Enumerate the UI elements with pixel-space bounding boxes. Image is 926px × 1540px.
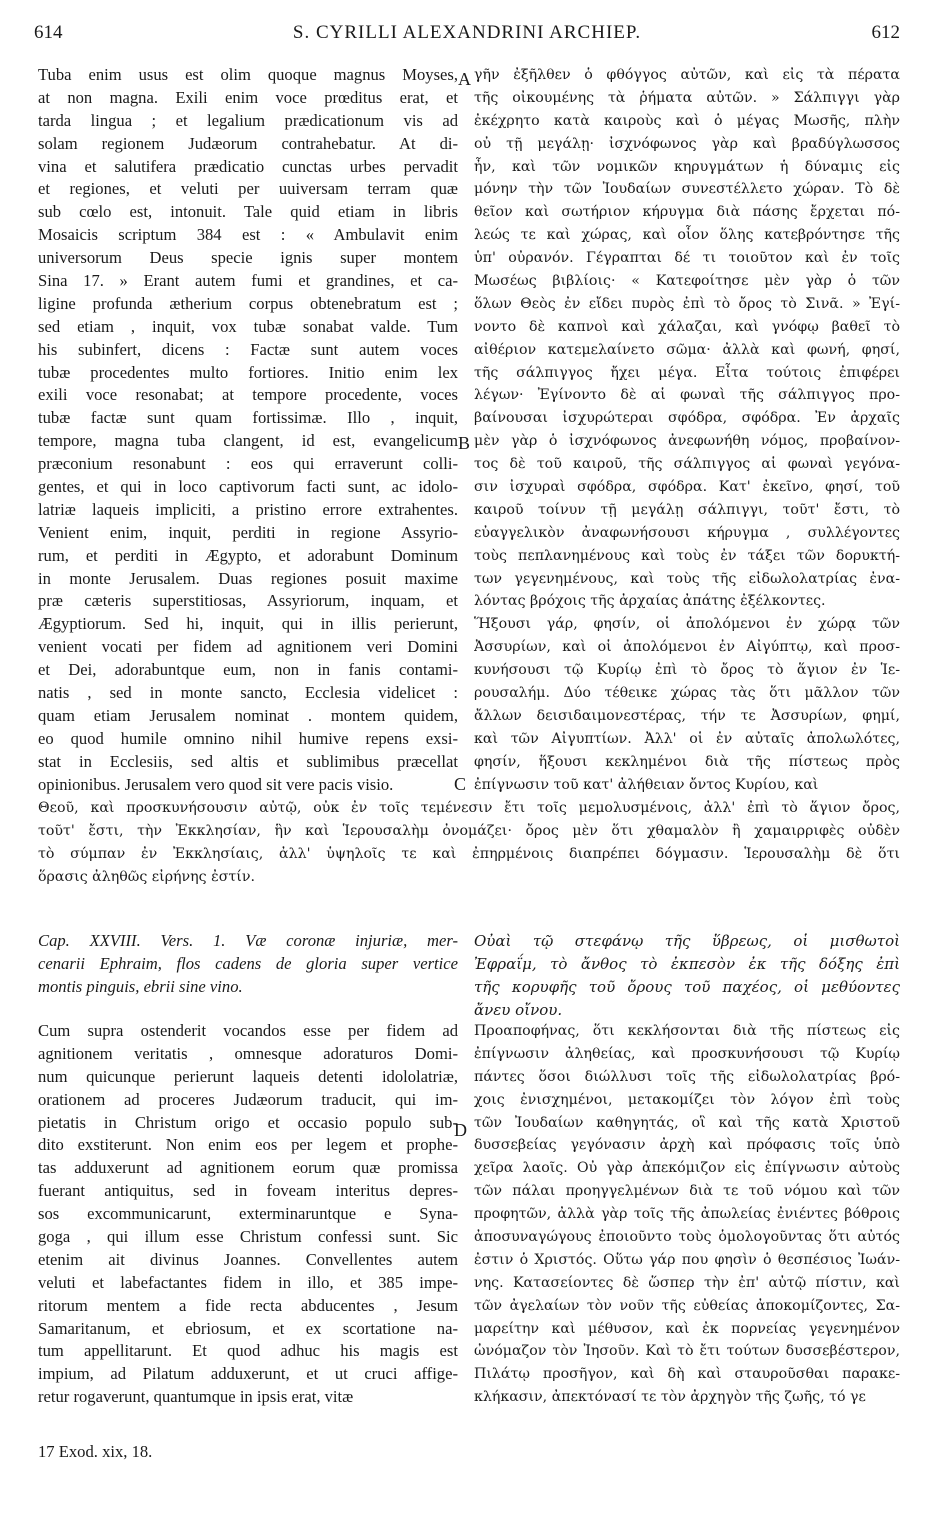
- text-line: κυνήσουσι τῷ Κυρίῳ ἐπὶ τὸ ὄρος τὸ ἅγιον ἐν Ἱε-: [474, 662, 900, 679]
- text-line: πάντες ὅσοι διώλλυσι τοῖς τῆς εἰδωλολατρίας βρό-: [474, 1068, 900, 1085]
- text-line: των γεγενημένους, καὶ τοὺς τῆς εἰδωλολατρίας ἐνα-: [474, 570, 900, 587]
- text-line: tubæ factæ sunt quam fortissimæ. Illo , inquit,: [38, 408, 458, 428]
- text-line: χοις ἐνισχημένοι, μετακομίζει τὸν λόγον ἐπὶ τοὺς: [474, 1091, 900, 1108]
- text-line: sos excommunicarunt, exterminaruntque e Syna-: [38, 1204, 458, 1224]
- text-line: τοὺς πεπλανημένους καὶ τοὺς ἐν τάξει τῶν δορυκτή-: [474, 547, 900, 564]
- text-line: universorum Deus specie ignis super montem: [38, 248, 458, 268]
- text-line: ὠνόμαζον τὸν Ἰησοῦν. Καὶ τὸ ἔτι τούτων δυσσεβέστερον,: [474, 1343, 900, 1360]
- text-line: impium, ad Pilatum adduxerunt, et ut cruci affige-: [38, 1364, 458, 1384]
- margin-letter-d: D: [454, 1120, 467, 1140]
- text-line: νοντο δὲ καπνοὶ καὶ χάλαζαι, καὶ γνόφῳ βαθεῖ τὸ: [474, 318, 900, 335]
- text-line: gentes, et qui in loco captivorum facti sunt, ac idolo-: [38, 477, 458, 497]
- text-line: λόντας βρόχοις τῆς ἀρχαίας ἀπάτης ἐξέλκοντες.: [474, 593, 826, 610]
- text-line: his subinfert, dicens : Factæ sunt autem voces: [38, 339, 458, 359]
- margin-letter-a: A: [458, 69, 471, 89]
- text-line: ὅρασις ἀληθῶς εἰρήνης ἐστίν.: [38, 868, 255, 885]
- text-line: Sina 17. » Erant autem fumi et grandines, et ca-: [38, 271, 458, 291]
- text-line: τῆς οἰκουμένης τὰ ῥήματα αὐτῶν. » Σάλπιγγι γὰρ: [474, 89, 900, 106]
- text-line: αἰθέριον κατεμελαίνετο σῶμα· ἀλλὰ καὶ φωνή, φησί,: [474, 341, 900, 358]
- text-line: tempore, magna tuba clangent, id est, evangelicum: [38, 431, 458, 451]
- greek-chapter-heading: [474, 930, 900, 1022]
- greek-full-width-paragraph: [38, 797, 900, 889]
- text-line: ἄνευ οἴνου.: [474, 1000, 563, 1019]
- text-line: Venient enim, inquit, perditi in regione Assyrio-: [38, 522, 458, 542]
- text-line: χεῖρα λαοῖς. Οὐ γὰρ ἀπεκόμιζον εἰς ἐπίγνωσιν αὐτοὺς: [474, 1160, 900, 1177]
- text-line: Πιλάτῳ προσῆγον, καὶ δὴ καὶ σταυροῦσθαι παρακε-: [474, 1366, 900, 1383]
- text-line: ἐκέχρητο κατὰ καιροὺς καὶ ὁ μέγας Μωσῆς, πλὴν: [474, 112, 900, 129]
- text-line: τῆς κορυφῆς τοῦ ὄρους τοῦ παχέος, οἱ μεθύοντες: [474, 977, 900, 996]
- text-line: at non magna. Exili enim voce prœditus erat, et: [38, 87, 458, 107]
- text-line: opinionibus. Jerusalem vero quod sit vere pacis visio.: [38, 774, 394, 794]
- text-line: τὸ σύμπαν ἐν Ἐκκλησίαις, ἀλλ' ὑψηλοῖς τε καὶ ἐπηρμένοις διαπρέπει δόγμασιν. Ἱερουσαλὴμ δὲ ὅτι: [38, 845, 900, 862]
- text-line: quam etiam Jerusalem nominat . montem quidem,: [38, 705, 458, 725]
- text-line: Samaritanum, et ebriosum, et ex scortatione na-: [38, 1318, 458, 1338]
- text-line: Προαποφήνας, ὅτι κεκλήσονται διὰ τῆς πίστεως εἰς: [474, 1023, 900, 1039]
- text-line: μαρείτην καὶ μέθυσον, καὶ ἐκ πορνείας γεγενημένον: [474, 1320, 900, 1337]
- text-line: Μωσέως βιβλίοις· « Κατεφοίτησε μὲν γὰρ ὁ τῶν: [474, 273, 900, 290]
- text-line: φησίν, ἥξουσι κεκλημένοι διὰ τῆς πίστεως πρὸς: [474, 753, 900, 770]
- text-line: eo quod humile omnino nihil humive repens exsi-: [38, 728, 458, 748]
- latin-column-1: [38, 64, 458, 797]
- text-line: μόνην τὴν τῶν Ἰουδαίων συνεστέλλετο χώραν. Τὸ δὲ: [474, 181, 900, 198]
- text-line: sub cœlo est, intonuit. Tale quid etiam in libris: [38, 202, 458, 222]
- running-title: S. CYRILLI ALEXANDRINI ARCHIEP.: [292, 22, 642, 43]
- text-line: γῆν ἐξῆλθεν ὁ φθόγγος αὐτῶν, καὶ εἰς τὰ πέρατα: [474, 67, 900, 83]
- text-line: sed etiam , inquit, vox tubæ sonabat valde. Tum: [38, 316, 458, 336]
- text-line: τῶν πάλαι προηγγελμένων διὰ τε τοῦ νόμου καὶ τῶν: [474, 1183, 900, 1200]
- text-line: ligine profunda ætherium corpus obtenebratum est ;: [38, 293, 458, 313]
- latin-chapter-heading: [38, 930, 458, 999]
- text-line: vina et salutifera prædicatio cunctas urbes pervadit: [38, 156, 458, 176]
- text-line: retur rogaverunt, quantumque in ipsis erat, vitæ: [38, 1387, 354, 1407]
- text-line: orationem ad proceres Judæorum traducit, qui im-: [38, 1089, 458, 1109]
- text-line: cenarii Ephraim, flos cadens de gloria super vertice: [38, 953, 458, 973]
- greek-column-2: [474, 1020, 900, 1409]
- text-line: veluti et labefactantes fidem in illo, et 385 impe-: [38, 1272, 458, 1292]
- text-line: ἄλλων δεισιδαιμονεστέρας, τήν τε Ἀσσυρίων, φημί,: [474, 707, 900, 724]
- text-line: ρουσαλήμ. Δύο τέθεικε χώρας τὰς ὅτι μᾶλλον τῶν: [474, 685, 900, 702]
- text-line: natis , sed in monte sancto, Ecclesia videlicet :: [38, 683, 458, 703]
- text-line: θεῖον καὶ σωτήριον κήρυγμα διὰ πάσης ἔρχεται πό-: [474, 204, 900, 221]
- text-line: stat in Ecclesiis, sed altis et sublimibus præcellat: [38, 751, 458, 771]
- text-line: exili voce resonabat; at tempore procedente, voces: [38, 385, 458, 405]
- text-line: Ægyptiorum. Sed hi, inquit, qui in illis perierunt,: [38, 614, 458, 634]
- text-line: ἐπίγνωσιν τοῦ κατ' ἀλήθειαν ὄντος Κυρίου, καὶ: [474, 776, 819, 793]
- text-line: καὶ τῶν Αἰγυπτίων. Ἀλλ' οἱ ἐν αὐταῖς ἀπολωλότες,: [474, 730, 900, 747]
- text-line: ὅλων Θεὸς ἐν εἴδει πυρὸς ἐπὶ τὸ ὄρος τὸ Σινᾶ. » Ἐγί-: [474, 295, 900, 312]
- right-page-number: 612: [871, 22, 900, 43]
- text-line: ἐστιν ὁ Χριστός. Οὕτω γάρ που φησὶν ὁ θεσπέσιος Ἰωάν-: [474, 1251, 900, 1268]
- text-line: τῶν ἀγελαίων τὸν νοῦν τῆς εὐθείας ἀποκομίζοντες, Σα-: [474, 1297, 900, 1314]
- text-line: Mosaicis scriptum 384 est : « Ambulavit enim: [38, 225, 458, 245]
- text-line: montis pinguis, ebrii sine vino.: [38, 976, 243, 996]
- left-page-number: 614: [34, 22, 63, 43]
- text-line: τῆς σάλπιγγος ἤχει μέγα. Εἶτα τούτοις ἐπιφέρει: [474, 364, 900, 381]
- margin-letter-b: B: [458, 433, 471, 453]
- text-line: Cap. XXVIII. Vers. 1. Væ coronæ injuriæ, mer-: [38, 931, 458, 950]
- text-line: et Dei, adorabuntque eum, non in fanis contami-: [38, 660, 458, 680]
- running-header: [34, 22, 900, 46]
- text-line: ἐπίγνωσιν ἀληθείας, καὶ προσκυνήσουσι τῷ Κυρίῳ: [474, 1045, 900, 1062]
- text-line: λεώς τε καὶ χώρας, καὶ οἷον ὅλης κατεβρόντησε τῆς: [474, 227, 900, 244]
- text-line: Cum supra ostenderit vocandos esse per fidem ad: [38, 1021, 458, 1040]
- text-line: Ἀσσυρίων, καὶ οἱ ἀπολόμενοι ἐν Αἰγύπτῳ, καὶ προσ-: [474, 639, 900, 656]
- margin-letter-c: C: [454, 774, 467, 794]
- text-line: τῶν Ἰουδαίων καθηγητάς, οἳ καὶ τῆς κατὰ Χριστοῦ: [474, 1114, 900, 1131]
- text-line: pietatis in Christum origo et occasio populo sub-: [38, 1112, 458, 1132]
- text-line: etenim ait divinus Joannes. Convellentes autem: [38, 1249, 458, 1269]
- text-line: Ἥξουσι γάρ, φησίν, οἱ ἀπολόμενοι ἐν χώρᾳ τῶν: [474, 616, 900, 633]
- text-line: εὐαγγελικὸν ἀναφωνήσουσι κήρυγμα , συλλέγοντες: [474, 524, 900, 541]
- text-line: tas adduxerunt ad agnitionem eorum quæ promissa: [38, 1158, 458, 1178]
- text-line: et regiones, et veluti per uuiversam terram quæ: [38, 179, 458, 199]
- text-line: οὐ τῇ μεγάλῃ· ἰσχνόφωνος γὰρ καὶ βραδύγλωσσος: [474, 135, 900, 152]
- text-line: fuerant antiquitus, sed in foveam interitus depres-: [38, 1181, 458, 1201]
- text-line: Οὐαὶ τῷ στεφάνῳ τῆς ὕβρεως, οἱ μισθωτοὶ: [474, 932, 900, 950]
- text-line: agnitionem veritatis , omnesque adoraturos Domi-: [38, 1043, 458, 1063]
- text-line: latriæ laqueis impliciti, a pristino errore extrahentes.: [38, 499, 458, 519]
- text-line: Θεοῦ, καὶ προσκυνήσουσιν αὐτῷ, οὐκ ἐν τοῖς τεμένεσιν ἔτι τοῖς μεμολυσμένοις, ἀλλ' ἐπὶ τὸ ἅγιον ὄρος,: [38, 800, 900, 816]
- text-line: rum, et perditi in Ægypto, et adorabunt Dominum: [38, 545, 458, 565]
- text-line: tarda lingua ; et legalium prædicationum vis ad: [38, 110, 458, 130]
- text-line: tubæ procedentes multo fortiores. Initio enim lex: [38, 362, 458, 382]
- text-line: Tuba enim usus est olim quoque magnus Moyses,: [38, 65, 458, 84]
- text-line: κλήκασιν, ἀπεκτόνασί τε τὸν ἀρχηγὸν τῆς ζωῆς, τό γε: [474, 1389, 866, 1406]
- text-line: venient vocati per fidem ad agnitionem veri Domini: [38, 637, 458, 657]
- text-line: τοῦτ' ἔστι, τὴν Ἐκκλησίαν, ἣν καὶ Ἱερουσαλὴμ ὀνομάζει· ὄρος μὲν ὅτι χθαμαλὸν ἢ χαμαιρριφὲς οὐδὲν: [38, 822, 900, 839]
- text-line: dito exstiterunt. Non enim eos per legem et prophe-: [38, 1135, 458, 1155]
- text-line: goga , qui illum esse Christum confessi sunt. Sic: [38, 1227, 458, 1247]
- text-line: νης. Κατασείοντες δὲ ὥσπερ τὴν ἐπ' αὐτῷ πίστιν, καὶ: [474, 1274, 900, 1291]
- text-line: Ἐφραΐμ, τὸ ἄνθος τὸ ἐκπεσὸν ἐκ τῆς δόξης ἐπὶ: [474, 954, 900, 973]
- text-line: præconium resonabunt : eos qui erraverunt colli-: [38, 454, 458, 474]
- text-line: tum appellitarunt. Et quod adhuc his magis est: [38, 1341, 458, 1361]
- greek-column-1: [474, 64, 900, 797]
- text-line: καιροῦ τοίνυν τῇ μεγάλῃ σάλπιγγι, τοῦτ' ἔστι, τὸ: [474, 501, 900, 518]
- text-line: ritorum mentem a fide recta abducentes , Jesum: [38, 1295, 458, 1315]
- text-line: σιν ἰσχυραὶ σφόδρα, σφόδρα. Κατ' ἐκεῖνο, φησί, τοῦ: [474, 479, 900, 496]
- text-line: ἦν, καὶ τῶν νομικῶν κηρυγμάτων ἡ δύναμις εἰς: [474, 158, 900, 175]
- text-line: præ cæteris superstitiosas, Assyriorum, inquam, et: [38, 591, 458, 611]
- text-line: ὑπ' οὐρανόν. Γέγραπται δέ τι τοιοῦτον καὶ ἐν τοῖς: [474, 250, 900, 267]
- text-line: τος δὲ τοῦ καιροῦ, τῆς σάλπιγγος αἱ φωναὶ γεγόνα-: [474, 456, 900, 473]
- text-line: μὲν γὰρ ὁ ἰσχνόφωνος ἀνεφωνήθη νόμος, προβαίνον-: [474, 433, 900, 450]
- text-line: num quicunque perierunt laqueis detenti idololatriæ,: [38, 1066, 458, 1086]
- text-line: λέγων· Ἐγίνοντο δὲ αἱ φωναὶ τῆς σάλπιγγος προ-: [474, 387, 900, 404]
- latin-column-2: [38, 1020, 458, 1409]
- text-line: βαίνουσαι ἰσχυρώτεραι σφόδρα, σφόδρα. Ἐν ἀρχαῖς: [474, 410, 900, 427]
- footnote: 17 Exod. xix, 18.: [38, 1442, 153, 1461]
- text-line: δυσσεβείας γεγόνασιν ἀρχὴ καὶ πρόφασις τοῖς ὑπὸ: [474, 1137, 900, 1154]
- text-line: προφητῶν, ἀλλὰ γὰρ τοῖς τῆς ἀπωλείας ἐνιέντες βόθροις: [474, 1206, 900, 1223]
- text-line: ἀποσυναγώγους ἐποιοῦντο τοὺς ὁμολογοῦντας ὅτι αὐτός: [474, 1229, 900, 1246]
- text-line: in monte Jerusalem. Duas regiones posuit maxime: [38, 568, 458, 588]
- text-line: solam regionem Judæorum contrahebatur. At di-: [38, 133, 458, 153]
